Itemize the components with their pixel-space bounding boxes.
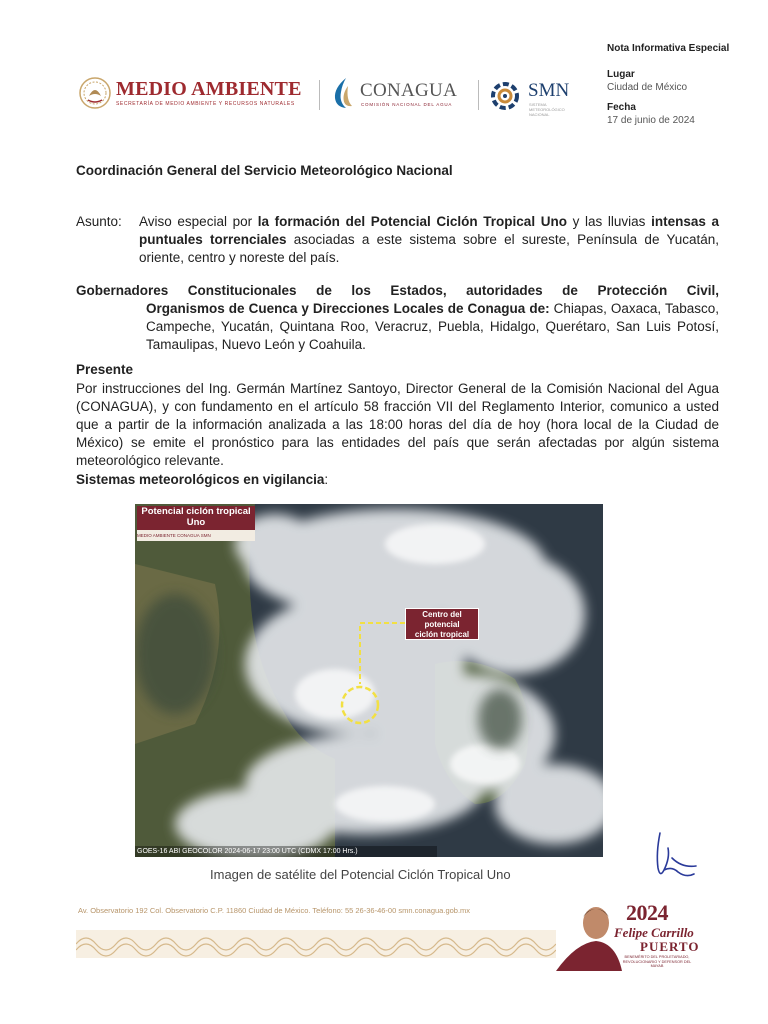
figure-title-tag: Potencial ciclón tropical Uno <box>137 506 255 530</box>
gobernadores-heading: Gobernadores Constitucionales de los Estados, autoridades de Protección Civil, <box>76 283 719 298</box>
eagle-emblem-icon <box>78 76 112 110</box>
lugar-value: Ciudad de México <box>607 82 688 93</box>
smn-subtitle: SISTEMA METEOROLÓGICO NACIONAL <box>529 102 565 117</box>
presente-paragraph: Por instrucciones del Ing. Germán Martínez Santoyo, Director General de la Comisión Nacional del Agua (CONAGUA), y con fundamento en el artículo 58 fracción VII del Reglamento Interior, comunico a usted que a partir de la información analizada a las 18:00 horas del día de hoy (hora local de la Ciudad de México) se emite el pronóstico para las entidades del país que serán afectadas por algún sistema meteorológico relevante. <box>76 381 719 468</box>
figure-mini-logos: MEDIO AMBIENTE CONAGUA SMN <box>137 530 255 541</box>
presente-heading: Presente <box>76 362 134 377</box>
lugar-label: Lugar <box>607 69 635 80</box>
water-drop-icon <box>330 76 356 110</box>
document-type: Nota Informativa Especial <box>607 43 730 54</box>
handwritten-signature <box>642 828 702 883</box>
smn-title: SMN <box>528 80 570 101</box>
smn-logo <box>488 78 583 118</box>
fecha-value: 17 de junio de 2024 <box>607 115 695 126</box>
asunto-text: Aviso especial por la formación del Potencial Ciclón Tropical Uno y las lluvias intensas a puntuales torrenciales asociadas a este sistema sobre el sureste, Península de Yucatán, oriente, centro y noreste del país. <box>139 214 720 265</box>
puerto-name: PUERTO <box>640 939 700 954</box>
medio-ambiente-subtitle: SECRETARÍA DE MEDIO AMBIENTE Y RECURSOS NATURALES <box>116 101 295 107</box>
logo-divider <box>478 80 479 110</box>
conagua-logo <box>330 76 470 112</box>
asunto-label: Asunto: <box>76 214 122 229</box>
year-2024: 2024 <box>626 900 668 925</box>
satellite-timestamp: GOES-16 ABI GEOCOLOR 2024-06-17 23:00 UTC (CDMX 17:00 Hrs.) <box>135 846 437 857</box>
estados-list: Chiapas, Oaxaca, Tabasco, Campeche, Yucatán, Quintana Roo, Veracruz, Puebla, Hidalgo, Querétaro, San Luis Potosí, Tamaulipas, Nuevo León y Coahuila. <box>146 301 719 352</box>
conagua-title: CONAGUA <box>360 80 458 101</box>
satellite-map-graphic <box>135 504 603 857</box>
decorative-band <box>76 930 556 958</box>
sistemas-heading: Sistemas meteorológicos en vigilancia: <box>76 472 329 487</box>
weather-swirl-icon <box>488 78 522 114</box>
document-info <box>607 42 757 127</box>
fecha-label: Fecha <box>607 102 636 113</box>
felipe-carrillo-subtitle: BENEMÉRITO DEL PROLETARIADO, REVOLUCIONARIO Y DEFENSOR DEL MAYAB <box>622 955 692 968</box>
figure-caption: Imagen de satélite del Potencial Ciclón Tropical Uno <box>210 867 511 882</box>
conagua-subtitle: COMISIÓN NACIONAL DEL AGUA <box>361 102 453 107</box>
felipe-carrillo-name: Felipe Carrillo <box>614 925 694 940</box>
gobernadores-paragraph: Gobernadores Constitucionales de los Estados, autoridades de Protección Civil, Organismos de Cuenca y Direcciones Locales de Conagua de: Chiapas, Oaxaca, Tabasco, Campeche, Yucatán, Quintana Roo, Veracruz, Puebla, Hidalgo, Querétaro, San Luis Potosí, Tamaulipas, Nuevo León y Coahuila. <box>76 283 719 352</box>
medio-ambiente-title: MEDIO AMBIENTE <box>116 78 302 100</box>
medio-ambiente-logo <box>78 74 318 114</box>
footer-address: Av. Observatorio 192 Col. Observatorio C.P. 11860 Ciudad de México. Teléfono: 55 26-36-46-00 smn.conagua.gob.mx <box>78 906 471 915</box>
logo-divider <box>319 80 320 110</box>
coordinacion-heading: Coordinación General del Servicio Meteorológico Nacional <box>76 163 453 178</box>
cyclone-center-label: Centro del potencial ciclón tropical <box>405 608 479 640</box>
satellite-image <box>135 504 603 857</box>
